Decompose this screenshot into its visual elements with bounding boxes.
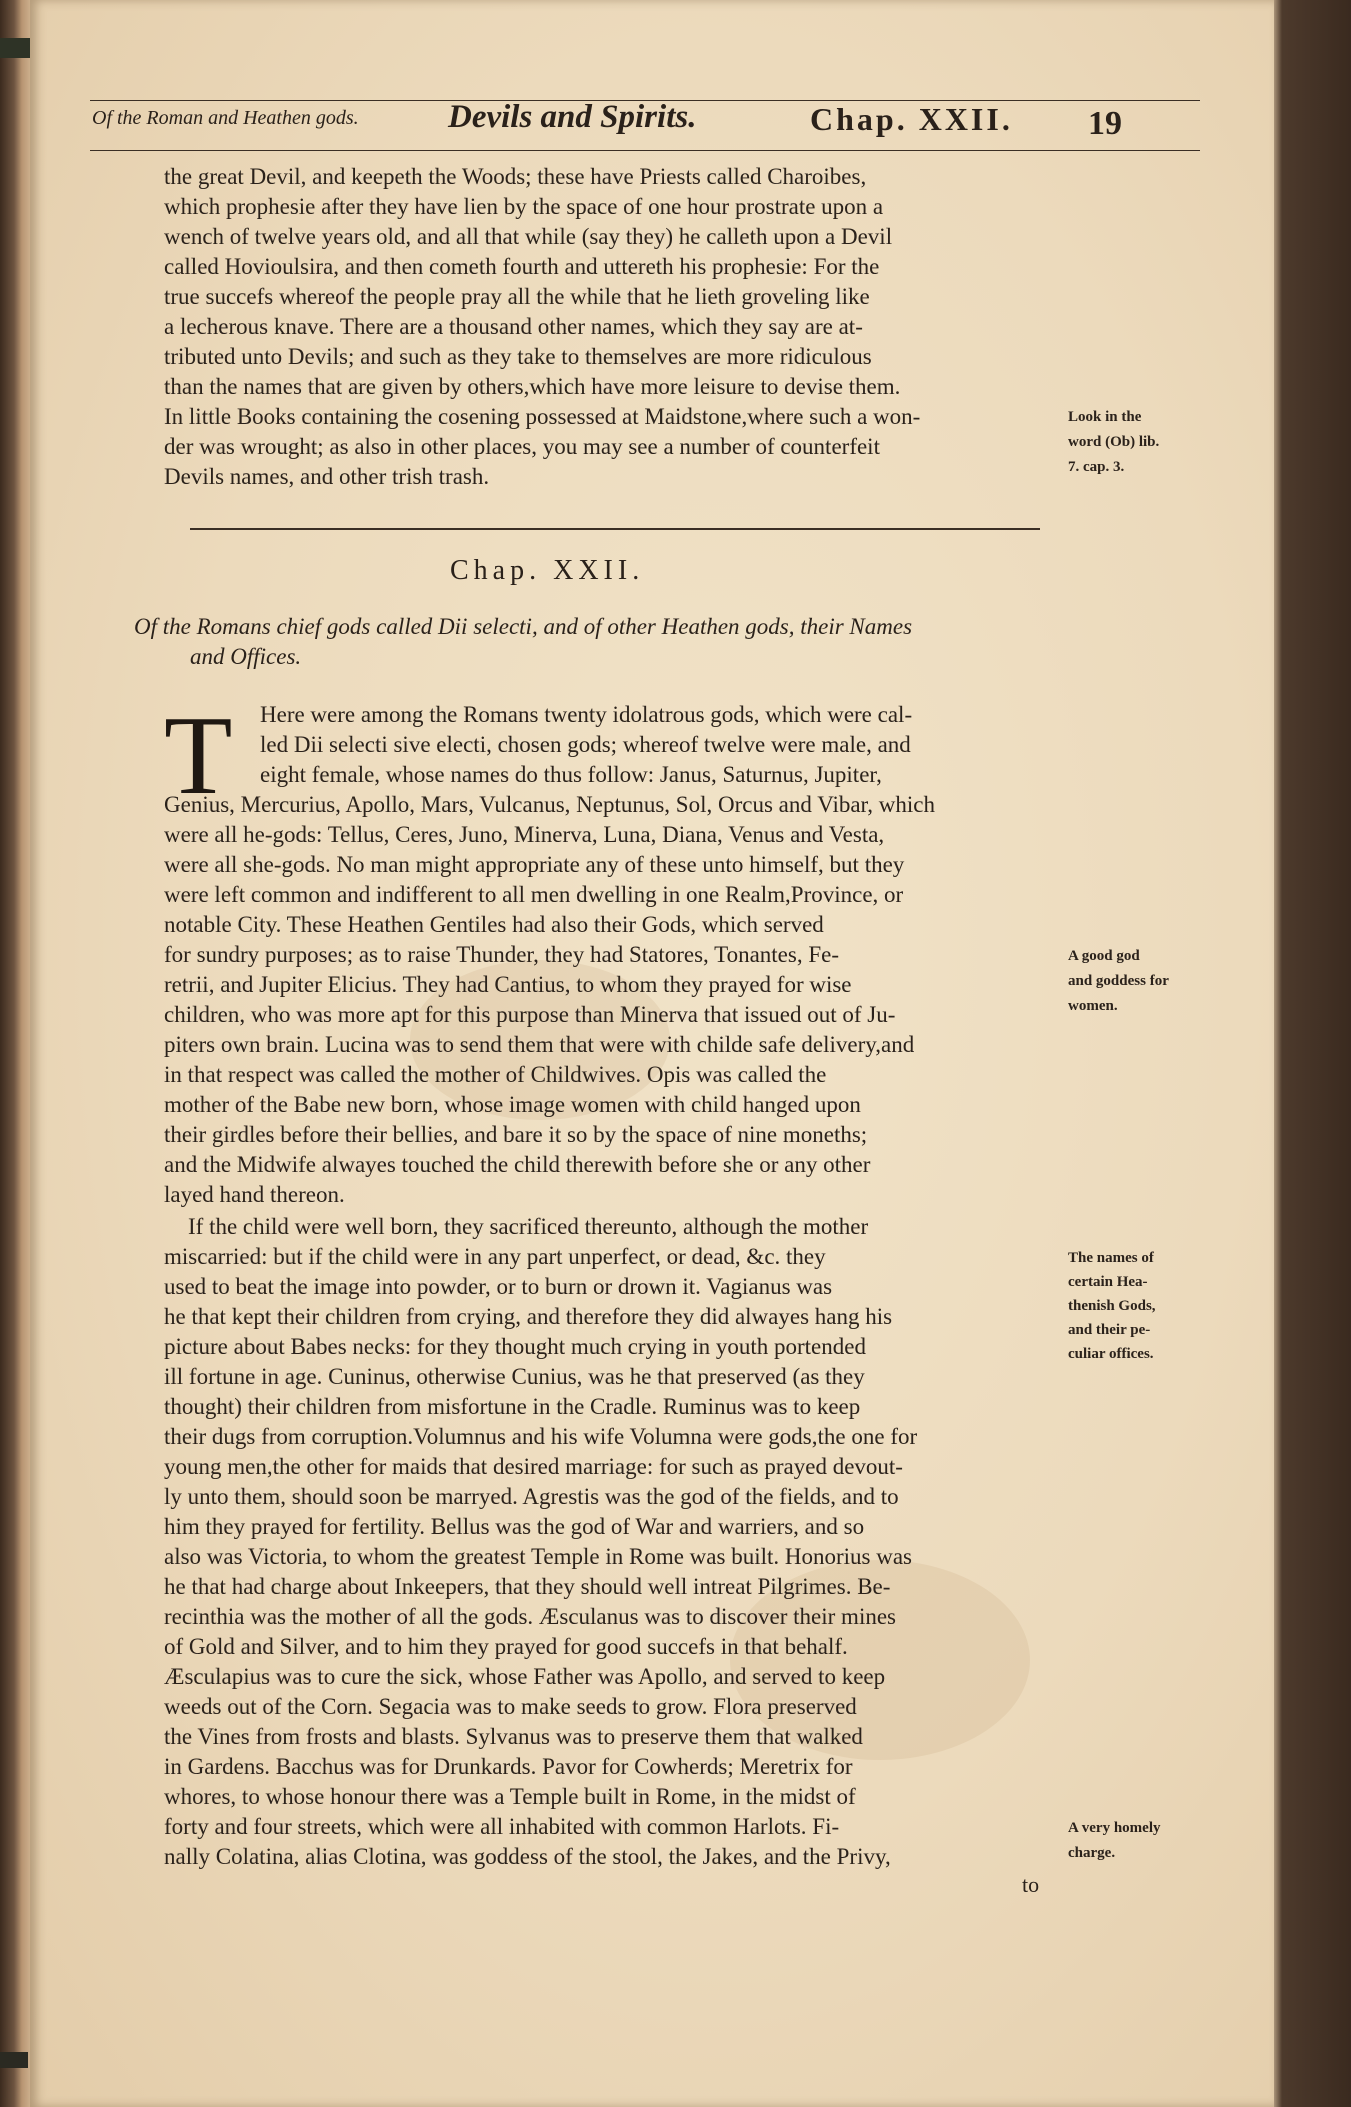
text-line: true succefs whereof the people pray all the while that he lieth groveling like xyxy=(164,284,870,309)
text-line: called Hovioulsira, and then cometh fourth and uttereth his prophesie: For the xyxy=(164,254,880,279)
text-line: than the names that are given by others,which have more leisure to devise them. xyxy=(164,374,901,399)
text-line: Genius, Mercurius, Apollo, Mars, Vulcanus, Neptunus, Sol, Orcus and Vibar, which xyxy=(164,792,935,817)
text-line: of Gold and Silver, and to him they prayed for good succefs in that behalf. xyxy=(164,1634,848,1659)
running-head-title: Devils and Spirits. xyxy=(448,99,697,135)
running-head-chapter: Chap. XXII. xyxy=(810,101,1013,137)
binding-tab xyxy=(0,38,30,58)
text-line: recinthia was the mother of all the gods. Æsculanus was to discover their mines xyxy=(164,1604,896,1629)
margin-line: certain Hea- xyxy=(1068,1274,1148,1290)
text-line: weeds out of the Corn. Segacia was to make seeds to grow. Flora preserved xyxy=(164,1694,857,1719)
text-line: Here were among the Romans twenty idolatrous gods, which were cal- xyxy=(260,702,913,727)
margin-line: culiar offices. xyxy=(1068,1346,1154,1362)
chapter-subtitle-line2: and Offices. xyxy=(190,644,302,669)
text-line: in Gardens. Bacchus was for Drunkards. Pavor for Cowherds; Meretrix for xyxy=(164,1754,853,1779)
text-line: children, who was more apt for this purpose than Minerva that issued out of Ju- xyxy=(164,1002,896,1027)
chapter-subtitle-line1: Of the Romans chief gods called Dii selecti, and of other Heathen gods, their Names xyxy=(134,614,913,639)
text-line: he that had charge about Inkeepers, that they should well intreat Pilgrimes. Be- xyxy=(164,1574,891,1599)
text-line: retrii, and Jupiter Elicius. They had Cantius, to whom they prayed for wise xyxy=(164,972,852,997)
text-line: thought) their children from misfortune in the Cradle. Ruminus was to keep xyxy=(164,1394,861,1419)
text-line: Æsculapius was to cure the sick, whose Father was Apollo, and served to keep xyxy=(164,1664,886,1689)
text-line: for sundry purposes; as to raise Thunder, they had Statores, Tonantes, Fe- xyxy=(164,942,839,967)
text-line: their dugs from corruption.Volumnus and his wife Volumna were gods,the one for xyxy=(164,1424,918,1449)
text-line: In little Books containing the cosening possessed at Maidstone,where such a won- xyxy=(164,404,921,429)
text-line: led Dii selecti sive electi, chosen gods; whereof twelve were male, and xyxy=(260,732,911,757)
text-line: their girdles before their bellies, and bare it so by the space of nine moneths; xyxy=(164,1122,868,1147)
text-line: mother of the Babe new born, whose image women with child hanged upon xyxy=(164,1092,861,1117)
text-line: whores, to whose honour there was a Temple built in Rome, in the midst of xyxy=(164,1784,856,1809)
section-divider xyxy=(190,528,1040,530)
margin-line: and goddess for xyxy=(1068,973,1169,989)
text-line: Devils names, and other trish trash. xyxy=(164,464,490,489)
margin-line: word (Ob) lib. xyxy=(1068,434,1160,450)
page-number: 19 xyxy=(1088,105,1122,142)
binding-tab-bottom xyxy=(0,2052,28,2068)
text-line: a lecherous knave. There are a thousand other names, which they say are at- xyxy=(164,314,863,339)
margin-line: The names of xyxy=(1068,1250,1154,1266)
text-line: miscarried: but if the child were in any part unperfect, or dead, &c. they xyxy=(164,1244,826,1269)
header-rule-bottom xyxy=(90,150,1200,151)
text-line: were all she-gods. No man might appropriate any of these unto himself, but they xyxy=(164,852,905,877)
text-line: the Vines from frosts and blasts. Sylvanus was to preserve them that walked xyxy=(164,1724,863,1749)
text-line: which prophesie after they have lien by the space of one hour prostrate upon a xyxy=(164,194,884,219)
running-head-left: Of the Roman and Heathen gods. xyxy=(92,107,359,129)
book-page xyxy=(30,0,1274,2107)
text-line: notable City. These Heathen Gentiles had also their Gods, which served xyxy=(164,912,824,937)
text-line: were all he-gods: Tellus, Ceres, Juno, Minerva, Luna, Diana, Venus and Vesta, xyxy=(164,822,885,847)
text-line: ill fortune in age. Cuninus, otherwise Cunius, was he that preserved (as they xyxy=(164,1364,865,1389)
text-line: in that respect was called the mother of Childwives. Opis was called the xyxy=(164,1062,827,1087)
margin-line: A good god xyxy=(1068,948,1140,964)
text-line: he that kept their children from crying, and therefore they did alwayes hang his xyxy=(164,1304,893,1329)
text-line: piters own brain. Lucina was to send them that were with childe safe delivery,and xyxy=(164,1032,915,1057)
margin-line: 7. cap. 3. xyxy=(1068,459,1125,475)
text-line: layed hand thereon. xyxy=(164,1182,345,1207)
margin-line: charge. xyxy=(1068,1845,1116,1861)
margin-line: A very homely xyxy=(1068,1820,1161,1836)
text-line: nally Colatina, alias Clotina, was goddess of the stool, the Jakes, and the Privy, xyxy=(164,1844,891,1869)
catchword: to xyxy=(1022,1872,1040,1897)
text-line: If the child were well born, they sacrificed thereunto, although the mother xyxy=(188,1214,869,1239)
margin-line: Look in the xyxy=(1068,409,1142,425)
text-line: also was Victoria, to whom the greatest Temple in Rome was built. Honorius was xyxy=(164,1544,913,1569)
margin-line: and their pe- xyxy=(1068,1322,1151,1338)
text-line: ly unto them, should soon be marryed. Agrestis was the god of the fields, and to xyxy=(164,1484,899,1509)
margin-line: thenish Gods, xyxy=(1068,1298,1156,1314)
text-line: forty and four streets, which were all inhabited with common Harlots. Fi- xyxy=(164,1814,840,1839)
text-line: picture about Babes necks: for they thought much crying in youth portended xyxy=(164,1334,866,1359)
text-line: and the Midwife alwayes touched the child therewith before she or any other xyxy=(164,1152,871,1177)
drop-cap: T xyxy=(164,694,233,818)
text-line: young men,the other for maids that desired marriage: for such as prayed devout- xyxy=(164,1454,903,1479)
text-line: were left common and indifferent to all men dwelling in one Realm,Province, or xyxy=(164,882,904,907)
text-line: eight female, whose names do thus follow: Janus, Saturnus, Jupiter, xyxy=(260,762,882,787)
text-line: the great Devil, and keepeth the Woods; these have Priests called Charoibes, xyxy=(164,164,867,189)
text-line: tributed unto Devils; and such as they take to themselves are more ridiculous xyxy=(164,344,872,369)
chapter-heading: Chap. XXII. xyxy=(450,555,645,586)
text-line: him they prayed for fertility. Bellus was the god of War and warriers, and so xyxy=(164,1514,865,1539)
margin-line: women. xyxy=(1068,998,1118,1014)
text-line: wench of twelve years old, and all that while (say they) he calleth upon a Devil xyxy=(164,224,893,249)
text-line: used to beat the image into powder, or to burn or drown it. Vagianus was xyxy=(164,1274,833,1299)
text-line: der was wrought; as also in other places, you may see a number of counterfeit xyxy=(164,434,880,459)
